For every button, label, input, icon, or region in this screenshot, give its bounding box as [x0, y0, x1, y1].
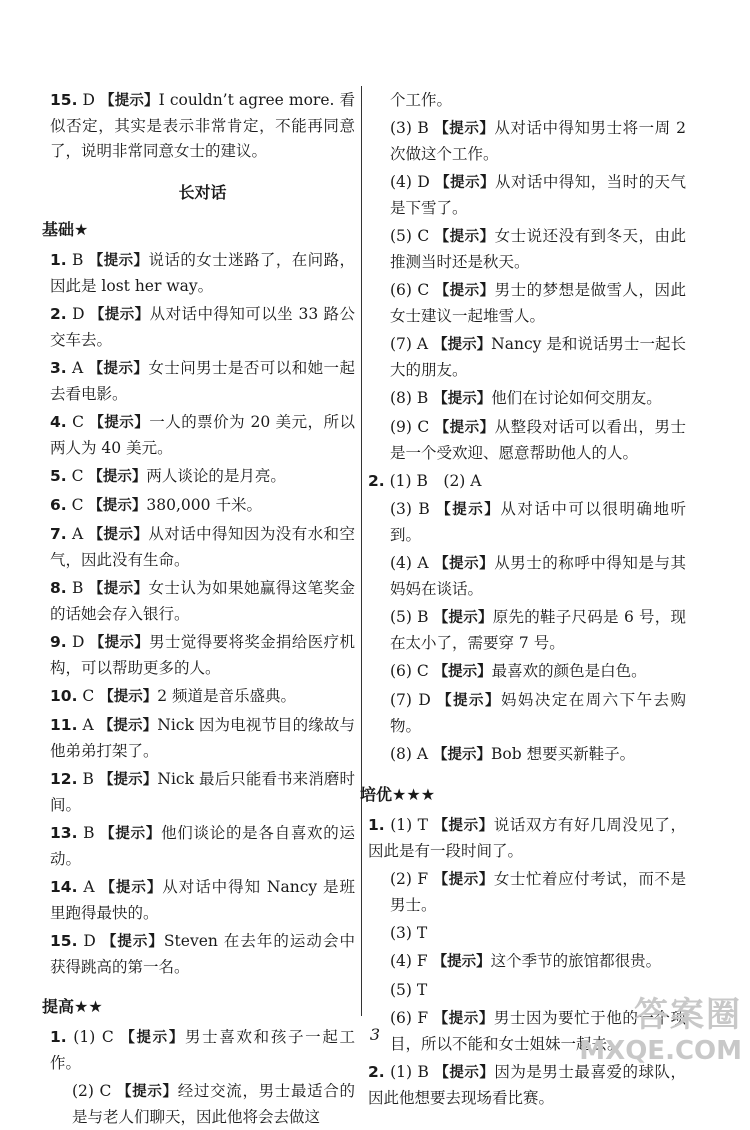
item-answer: C: [71, 496, 89, 514]
hint-tag: 【提示】: [88, 469, 147, 485]
item-answer: (3) B: [390, 500, 437, 518]
answer-item: [50, 248, 355, 299]
answer-item: [368, 921, 686, 946]
answer-item: [368, 867, 686, 918]
hint-tag: 【提示】: [88, 253, 149, 269]
hint-text: Nancy 是和说话男士一起长大的朋友。: [390, 335, 687, 379]
hint-text: 从男士的称呼中得知是与其妈妈在谈话。: [390, 554, 686, 598]
item-answer: A: [82, 716, 99, 734]
hint-tag: 【提示】: [101, 934, 164, 950]
answer-list-q2: [368, 497, 686, 768]
item-answer: (1) T: [390, 816, 434, 834]
hint-text: 最喜欢的颜色是白色。: [491, 662, 647, 680]
answer-item: [368, 278, 686, 329]
hint-text: 男士喜欢和孩子一起工作。: [50, 1028, 355, 1072]
hint-tag: 【提示】: [432, 954, 491, 970]
item-number: 1.: [368, 816, 385, 834]
hint-text: 原先的鞋子尺码是 6 号，现在太小了，需要穿 7 号。: [390, 608, 687, 652]
hint-tag: 【提示】: [433, 610, 493, 626]
hint-text: 从对话中得知男士将一周 2 次做这个工作。: [390, 119, 687, 163]
hint-text: 经过交流，男士最适合的是与老人们聊天，因此他将会去做这: [72, 1082, 355, 1126]
hint-tag: 【提示】: [88, 527, 149, 543]
item-answer: A: [83, 878, 101, 896]
item-number: 14.: [50, 878, 78, 896]
hint-tag: 【提示】: [433, 872, 494, 888]
item-answer: (2) C: [72, 1082, 118, 1100]
item-answer: C: [82, 687, 100, 705]
answer-item: [50, 821, 355, 872]
item-answer: (4) D: [390, 173, 436, 191]
item-number: 6.: [50, 496, 67, 514]
item-answer: (7) D: [390, 691, 438, 709]
page-number: 3: [369, 1025, 381, 1044]
answer-item: [368, 332, 686, 383]
item-number: 3.: [50, 359, 67, 377]
hint-tag: 【提示】: [436, 502, 501, 518]
hint-text: 男士觉得要将奖金捐给医疗机构，可以帮助更多的人。: [50, 633, 355, 677]
answer-item: [50, 410, 355, 461]
hint-text: 女士问男士是否可以和她一起去看电影。: [50, 359, 355, 403]
continued-text: 个工作。: [390, 91, 453, 109]
answer-item: [50, 576, 355, 627]
item-answer: (3) B: [390, 119, 435, 137]
hint-text: Bob 想要买新鞋子。: [491, 745, 636, 763]
item-number: 7.: [50, 525, 67, 543]
item-answer: D: [83, 932, 102, 950]
answer-item: [50, 493, 355, 519]
answer-item: [50, 929, 355, 980]
item-answer: A: [72, 359, 89, 377]
answer-item: [50, 630, 355, 681]
hint-tag: 【提示】: [437, 693, 501, 709]
answer-item: [368, 813, 686, 864]
hint-tag: 【提示】: [120, 1030, 185, 1046]
answer-item: [368, 688, 686, 739]
hint-tag: 【提示】: [88, 498, 147, 514]
item-answer: (5) T: [390, 981, 428, 999]
answer-item: [368, 116, 686, 167]
hint-tag: 【提示】: [98, 772, 158, 788]
answer-item: [50, 356, 355, 407]
item-answer: (6) C: [390, 662, 434, 680]
item-number: 12.: [50, 770, 78, 788]
hint-text: 两人谈论的是月亮。: [146, 467, 286, 485]
hint-tag: 【提示】: [100, 880, 163, 896]
item-number: 11.: [50, 716, 78, 734]
hint-text: 从整段对话可以看出，男士是一个受欢迎、愿意帮助他人的人。: [390, 418, 687, 462]
hint-text: 2 频道是音乐盛典。: [157, 687, 296, 705]
item-answer: (4) F: [390, 952, 433, 970]
level-heading-basic: 基础★: [42, 220, 89, 239]
hint-tag: 【提示】: [88, 581, 149, 597]
item-answer: (6) C: [390, 281, 435, 299]
hint-text: 男士因为要忙于他的一个项目，所以不能和女士姐妹一起去。: [390, 1009, 686, 1053]
answer-item: [368, 659, 686, 685]
item-number: 1.: [50, 1028, 67, 1046]
hint-text: 男士的梦想是做雪人，因此女士建议一起堆雪人。: [390, 281, 687, 325]
answer-item: [50, 1079, 355, 1130]
hint-text: Nick 最后只能看书来消磨时间。: [50, 770, 355, 814]
item-number: 2.: [50, 305, 67, 323]
answer-item: [368, 170, 686, 221]
hint-tag: 【提示】: [433, 337, 492, 353]
watermark-line1: 答案圈: [634, 995, 742, 1035]
item-number: 1.: [50, 251, 67, 269]
hint-text: 从对话中得知 Nancy 是班里跑得最快的。: [50, 878, 356, 922]
hint-tag: 【提示】: [434, 229, 495, 245]
item-answer: (8) B: [390, 389, 434, 407]
item-answer: (9) C: [390, 418, 435, 436]
hint-text: 从对话中得知，当时的天气是下雪了。: [390, 173, 686, 217]
hint-tag: 【提示】: [433, 391, 492, 407]
basic-answer-list: [50, 248, 355, 980]
left-column: [42, 88, 356, 1130]
item-answer: (1) C: [73, 1028, 121, 1046]
answer-item: [368, 551, 686, 602]
item-number: 10.: [50, 687, 78, 705]
right-column: [360, 88, 687, 1111]
hint-text: 女士说还没有到冬天，由此推测当时还是秋天。: [390, 227, 687, 271]
hint-tag: 【提示】: [434, 420, 495, 436]
item-answer: B: [72, 251, 89, 269]
hint-text: 380,000 千米。: [146, 496, 262, 514]
hint-tag: 【提示】: [89, 635, 150, 651]
hint-tag: 【提示】: [98, 718, 158, 734]
item-number: 8.: [50, 579, 67, 597]
item-answer: (1) B: [390, 1063, 435, 1081]
answer-item: [50, 684, 355, 710]
watermark-logo: [579, 987, 742, 1066]
answer-list-q1: [368, 116, 686, 466]
intro-item: 15. D 【提示】I couldn’t agree more. 看似否定，其实是表示非常肯定，不能再同意了，说明非常同意女士的建议。: [50, 91, 356, 160]
answer-item: [368, 949, 686, 975]
level-heading-excel: 培优★★★: [360, 785, 436, 804]
hint-text: Nick 因为电视节目的缘故与他弟弟打架了。: [50, 716, 355, 760]
excel-answer-list: [368, 813, 686, 1111]
answer-item: [368, 224, 686, 275]
item-answer: C: [72, 413, 90, 431]
hint-tag: 【提示】: [100, 826, 162, 842]
hint-text: 从对话中得知因为没有水和空气，因此没有生命。: [50, 525, 355, 569]
answer-item: [50, 464, 355, 490]
hint-tag: 【提示】: [433, 664, 492, 680]
watermark-line2: MXQE.COM: [579, 1036, 742, 1066]
item-number: 9.: [50, 633, 67, 651]
answer-item: [50, 713, 355, 764]
hint-tag: 【提示】: [433, 818, 494, 834]
hint-tag: 【提示】: [433, 1011, 494, 1027]
item-number: 5.: [50, 467, 67, 485]
answer-item: [368, 386, 686, 412]
answer-item: [368, 605, 686, 656]
hint-text: 说话的女士迷路了，在问路，因此是 lost her way。: [50, 251, 356, 295]
hint-text: 女士认为如果她赢得这笔奖金的话她会存入银行。: [50, 579, 356, 623]
answer-item: [50, 302, 355, 353]
hint-text: 一人的票价为 20 美元，所以两人为 40 美元。: [50, 413, 355, 457]
item-answer: B: [72, 579, 89, 597]
answer-item-q2-head: 2. (1) B (2) A: [368, 472, 482, 490]
answer-item: [50, 767, 355, 818]
section-title: 长对话: [178, 183, 227, 202]
column-divider: [361, 86, 362, 1016]
hint-tag: 【提示】: [435, 175, 495, 191]
item-number: 15.: [50, 932, 78, 950]
hint-tag: 【提示】: [434, 283, 495, 299]
hint-text: 说话双方有好几周没见了，因此是有一段时间了。: [368, 816, 687, 860]
hint-tag: 【提示】: [434, 121, 495, 137]
item-number: 2.: [368, 1063, 385, 1081]
item-answer: (7) A: [390, 335, 434, 353]
hint-text: 从对话中可以很明确地听到。: [390, 500, 687, 544]
answer-item: [50, 875, 355, 926]
item-answer: D: [71, 633, 90, 651]
hint-tag: 【提示】: [88, 361, 149, 377]
item-answer: A: [72, 525, 89, 543]
hint-text: 从对话中得知可以坐 33 路公交车去。: [50, 305, 355, 349]
item-answer: (5) B: [390, 608, 434, 626]
answer-item: [368, 1060, 686, 1111]
hint-text: 这个季节的旅馆都很贵。: [490, 952, 662, 970]
hint-text: 他们在讨论如何交朋友。: [491, 389, 662, 407]
item-answer: (8) A: [390, 745, 434, 763]
item-answer: B: [83, 824, 101, 842]
hint-tag: 【提示】: [89, 307, 150, 323]
hint-text: 妈妈决定在周六下午去购物。: [390, 691, 686, 735]
item-answer: (2) F: [390, 870, 434, 888]
answer-item: [368, 497, 686, 548]
item-number: 13.: [50, 824, 78, 842]
answer-item: [368, 415, 686, 466]
answer-item: [368, 742, 686, 768]
item-answer: (3) T: [390, 924, 428, 942]
hint-text: 他们谈论的是各自喜欢的运动。: [50, 824, 355, 868]
item-answer: (6) F: [390, 1009, 434, 1027]
item-answer: (5) C: [390, 227, 435, 245]
hint-text: 女士忙着应付考试，而不是男士。: [390, 870, 686, 914]
item-answer: (4) A: [390, 554, 435, 572]
hint-tag: 【提示】: [433, 747, 492, 763]
level-heading-improve: 提高★★: [42, 997, 103, 1016]
item-answer: D: [72, 305, 90, 323]
answer-item: [50, 522, 355, 573]
hint-tag: 【提示】: [434, 556, 495, 572]
hint-tag: 【提示】: [99, 689, 158, 705]
item-answer: B: [82, 770, 99, 788]
hint-text: 因为是男士最喜爱的球队，因此他想要去现场看比赛。: [368, 1063, 686, 1107]
hint-text: Steven 在去年的运动会中获得跳高的第一名。: [50, 932, 355, 976]
hint-tag: 【提示】: [434, 1065, 495, 1081]
item-number: 4.: [50, 413, 67, 431]
hint-tag: 【提示】: [89, 415, 150, 431]
hint-tag: 【提示】: [117, 1084, 178, 1100]
item-answer: C: [71, 467, 89, 485]
